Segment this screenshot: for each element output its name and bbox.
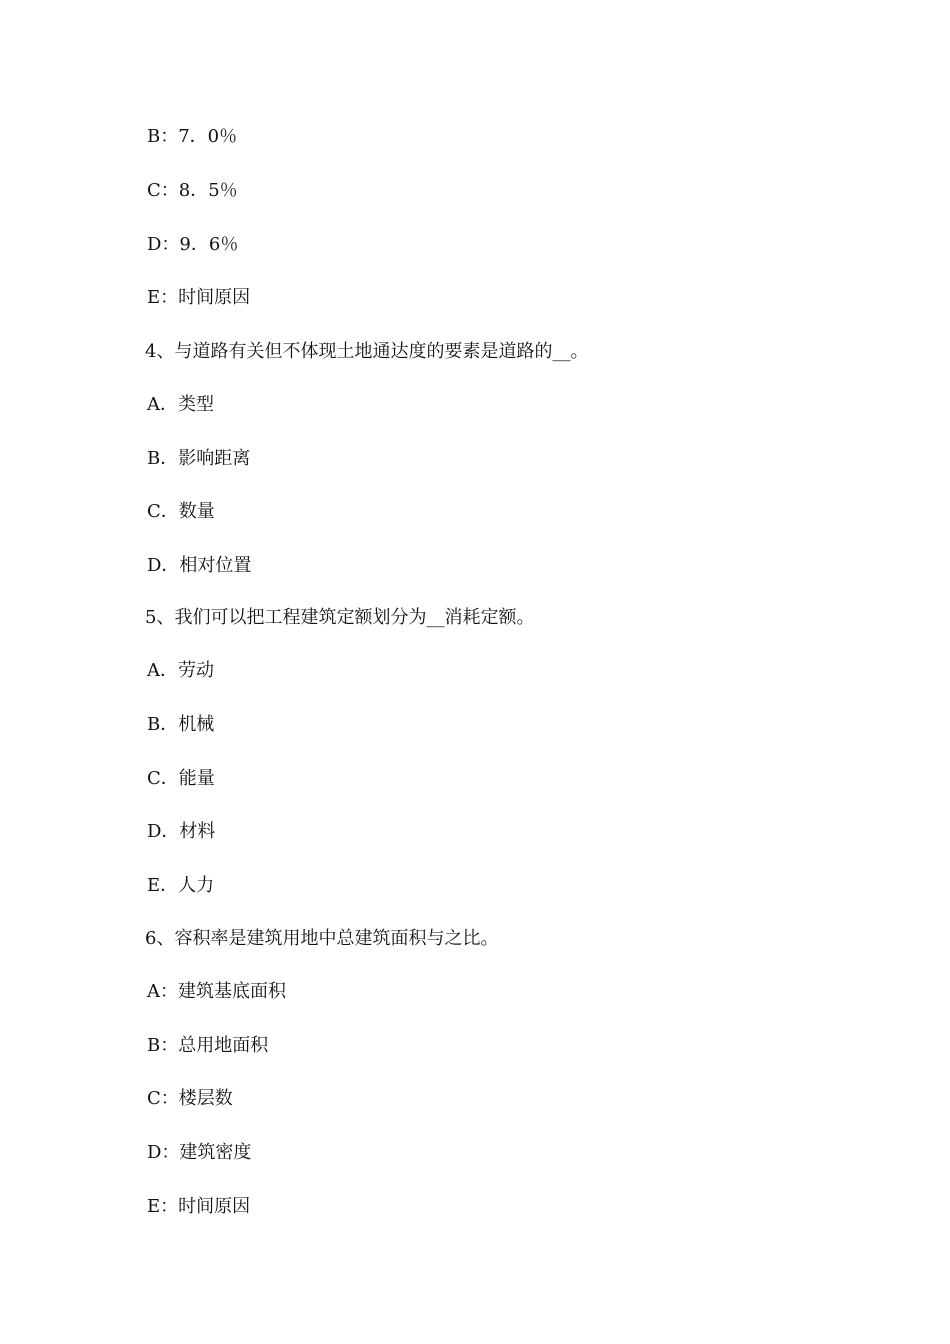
option-e-q5: E．人力 <box>147 875 215 896</box>
option-b-q4: B．影响距离 <box>147 448 251 469</box>
option-a-q5: A．劳动 <box>147 660 214 681</box>
option-d-q3: D：9．6％ <box>147 234 239 255</box>
question-5: 5、我们可以把工程建筑定额划分为__消耗定额。 <box>145 607 535 628</box>
question-4: 4、与道路有关但不体现土地通达度的要素是道路的__。 <box>145 341 589 362</box>
option-e-q6: E：时间原因 <box>147 1196 251 1217</box>
question-6: 6、容积率是建筑用地中总建筑面积与之比。 <box>145 928 499 949</box>
option-b-q6: B：总用地面积 <box>147 1035 269 1056</box>
option-b-q5: B．机械 <box>147 714 215 735</box>
option-d-q6: D：建筑密度 <box>147 1142 252 1163</box>
option-b-q3: B：7．0％ <box>147 126 238 147</box>
option-d-q5: D．材料 <box>147 821 216 842</box>
option-e-q3: E：时间原因 <box>147 287 251 308</box>
option-c-q5: C．能量 <box>147 768 215 789</box>
option-c-q3: C：8．5％ <box>147 180 238 201</box>
option-c-q6: C：楼层数 <box>147 1088 233 1109</box>
option-a-q6: A：建筑基底面积 <box>147 981 286 1002</box>
option-a-q4: A．类型 <box>147 394 214 415</box>
option-c-q4: C．数量 <box>147 501 215 522</box>
option-d-q4: D．相对位置 <box>147 555 252 576</box>
